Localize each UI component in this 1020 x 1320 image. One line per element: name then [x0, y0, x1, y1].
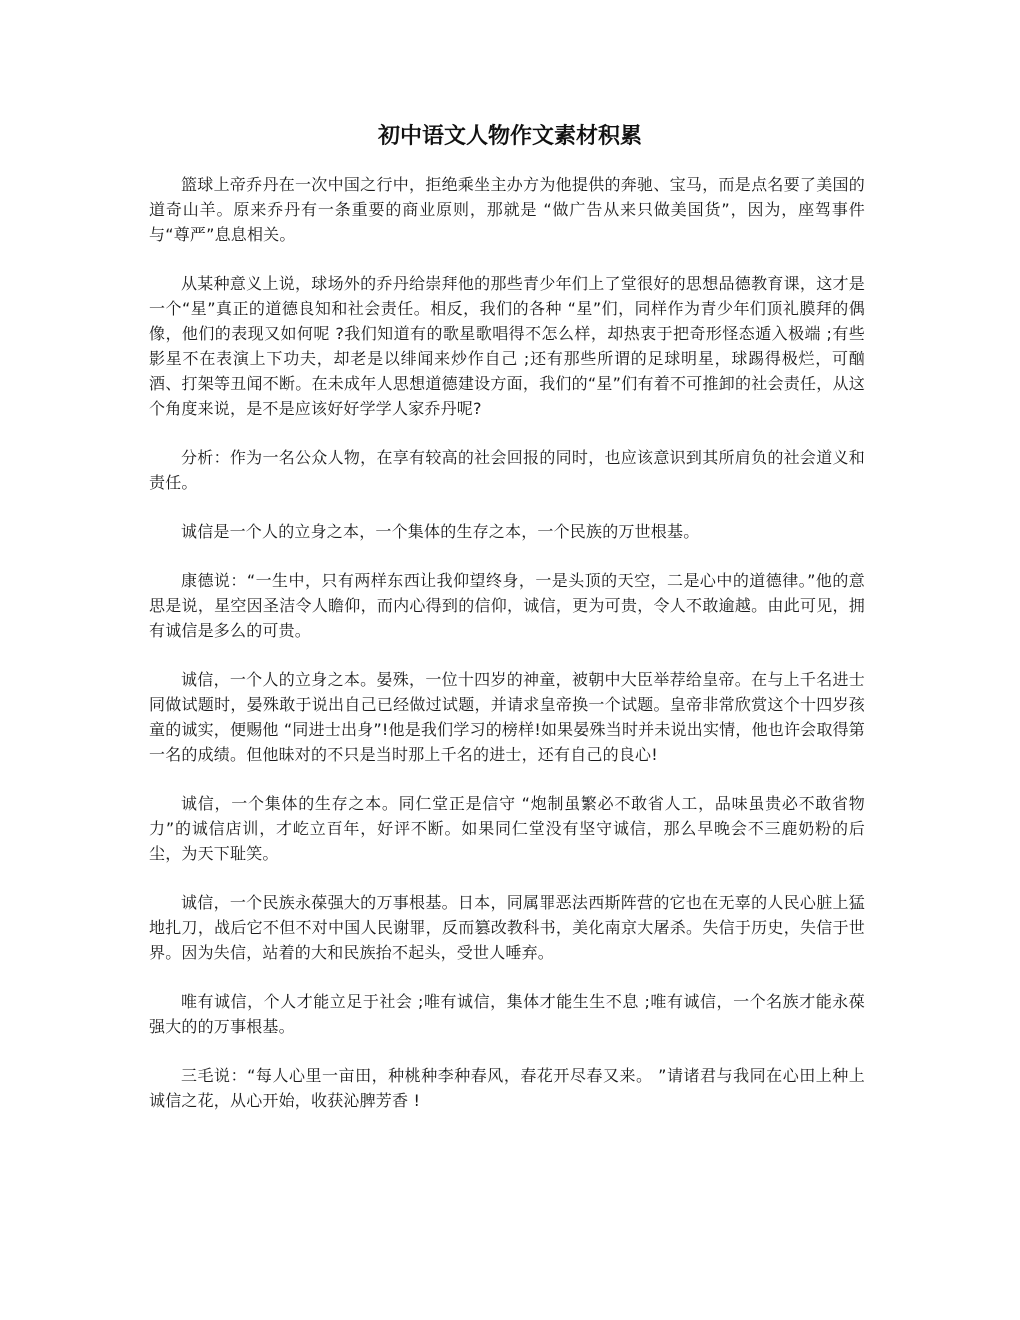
- paragraph-kant-quote: 康德说：“一生中，只有两样东西让我仰望终身，一是头顶的天空，二是心中的道德律。”他的意思是说，星空因圣洁令人瞻仰，而内心得到的信仰，诚信，更为可贵，令人不敢逾越。由此可见，拥有诚信是多么的可贵。: [149, 571, 865, 640]
- paragraph-tongrentang: 诚信，一个集体的生存之本。同仁堂正是信守 “炮制虽繁必不敢省人工，品味虽贵必不敢省物力”的诚信店训，才屹立百年，好评不断。如果同仁堂没有坚守诚信，那么早晚会不三鹿奶粉的后尘，为天下耻笑。: [149, 794, 865, 863]
- paragraph-sanmao-quote: 三毛说：“每人心里一亩田，种桃种李种春风，春花开尽春又来。 ”请诸君与我同在心田上种上诚信之花，从心开始，收获沁脾芳香 !: [149, 1066, 865, 1110]
- paragraph-integrity-thesis: 诚信是一个人的立身之本，一个集体的生存之本，一个民族的万世根基。: [181, 522, 700, 541]
- document-body: [149, 172, 865, 1137]
- document-title: 初中语文人物作文素材积累: [377, 123, 642, 149]
- paragraph-jordan-story: 篮球上帝乔丹在一次中国之行中，拒绝乘坐主办方为他提供的奔驰、宝马，而是点名要了美国的道奇山羊。原来乔丹有一条重要的商业原则，那就是 “做广告从来只做美国货”，因为，座驾事件与“尊严”息息相关。: [149, 175, 865, 244]
- paragraph-summary: 唯有诚信，个人才能立足于社会 ;唯有诚信，集体才能生生不息 ;唯有诚信，一个名族才能永葆强大的的万事根基。: [149, 992, 865, 1036]
- paragraph-nation: 诚信，一个民族永葆强大的万事根基。日本，同属罪恶法西斯阵营的它也在无辜的人民心脏上猛地扎刀，战后它不但不对中国人民谢罪，反而篡改教科书，美化南京大屠杀。失信于历史，失信于世界。因为失信，站着的大和民族抬不起头，受世人唾弃。: [149, 893, 865, 962]
- paragraph-yan-shu: 诚信，一个人的立身之本。晏殊，一位十四岁的神童，被朝中大臣举荐给皇帝。在与上千名进士同做试题时，晏殊敢于说出自己已经做过试题，并请求皇帝换一个试题。皇帝非常欣赏这个十四岁孩童的诚实，便赐他 “同进士出身”!他是我们学习的榜样!如果晏殊当时并未说出实情，他也许会取得第一名的成绩。但他昧对的不只是当时那上千名的进士，还有自己的良心!: [149, 670, 865, 764]
- paragraph-star-responsibility: 从某种意义上说，球场外的乔丹给崇拜他的那些青少年们上了堂很好的思想品德教育课，这才是一个“星”真正的道德良知和社会责任。相反，我们的各种 “星”们，同样作为青少年们顶礼膜拜的偶像，他们的表现又如何呢 ?我们知道有的歌星歌唱得不怎么样，却热衷于把奇形怪态遁入极端 ;有些影星不在表演上下功夫，却老是以绯闻来炒作自己 ;还有那些所谓的足球明星，球踢得极烂，可酗酒、打架等丑闻不断。在未成年人思想道德建设方面，我们的“星”们有着不可推卸的社会责任，从这个角度来说，是不是应该好好学学人家乔丹呢?: [149, 274, 865, 418]
- paragraph-analysis: 分析：作为一名公众人物，在享有较高的社会回报的同时，也应该意识到其所肩负的社会道义和责任。: [149, 448, 865, 492]
